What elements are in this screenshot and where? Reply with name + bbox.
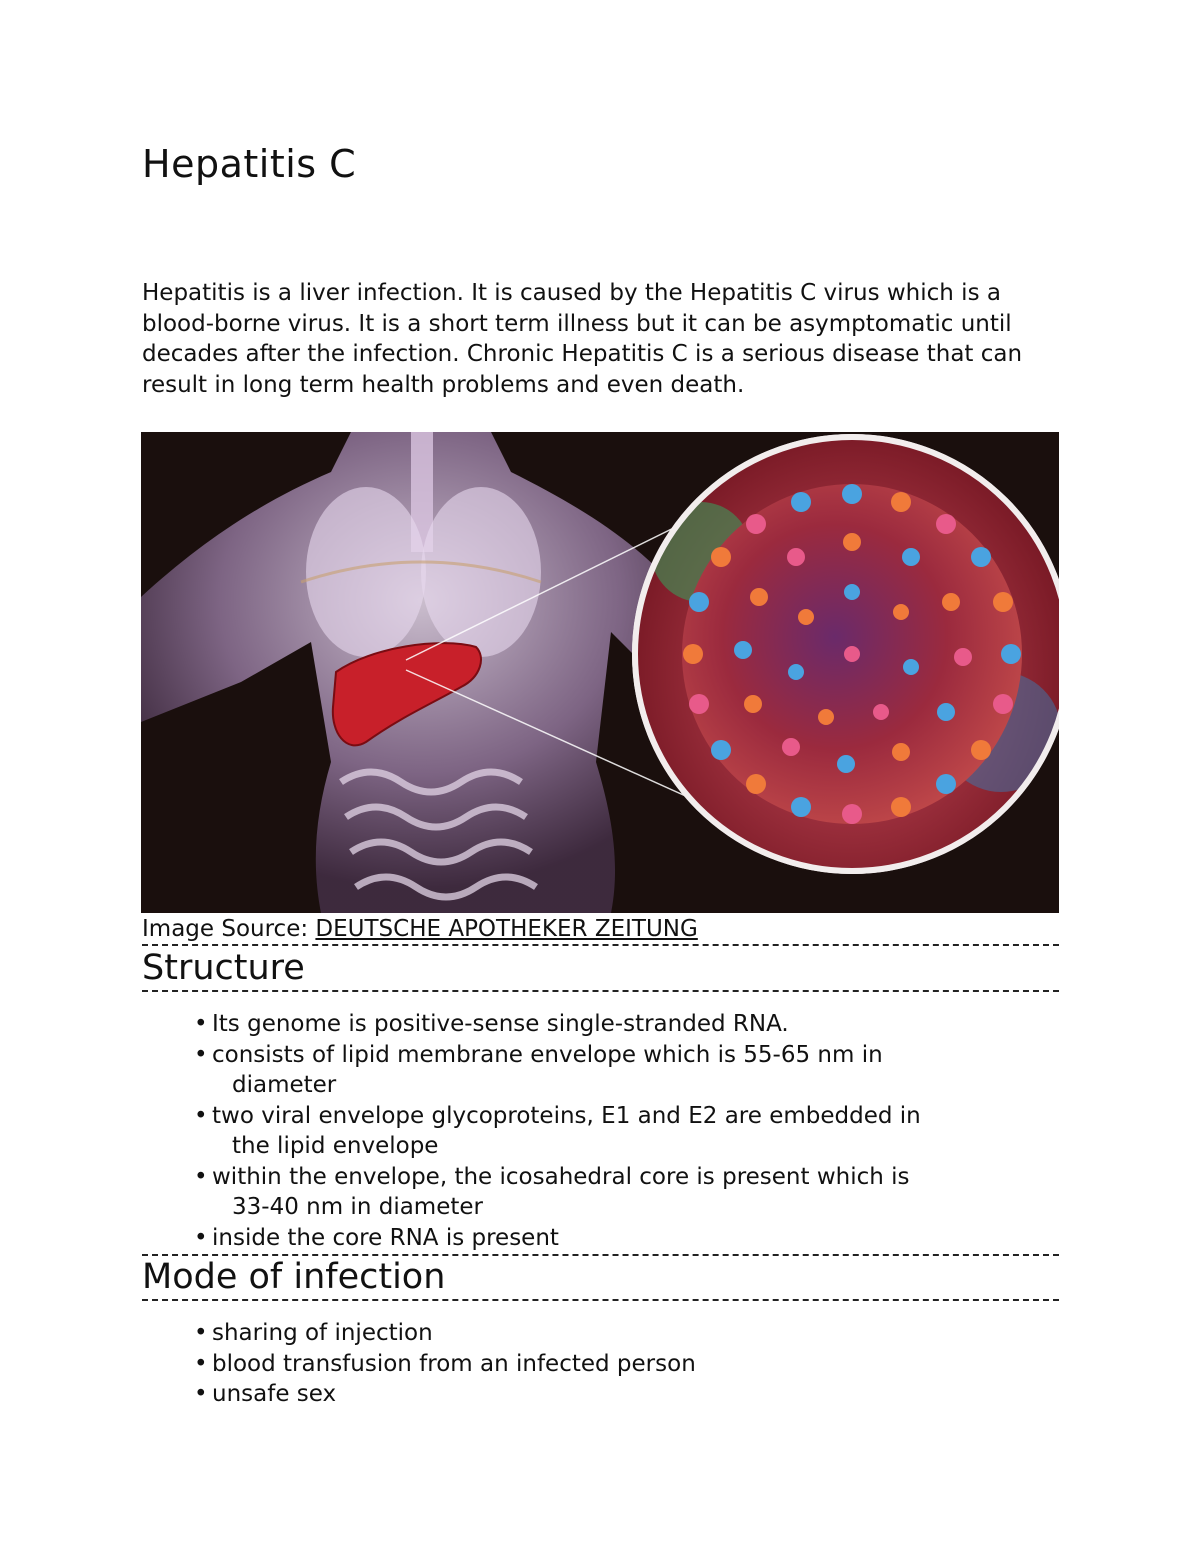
mode-of-infection-list (190, 1318, 1050, 1410)
list-item: • inside the core RNA is present (190, 1223, 1050, 1254)
bullet-icon: • (194, 1381, 208, 1407)
structure-list (190, 1009, 1050, 1253)
divider (142, 944, 1059, 946)
divider (142, 1254, 1059, 1256)
liver-virus-illustration-icon (141, 432, 1059, 913)
list-item: • sharing of injection (190, 1318, 1050, 1349)
section-heading-structure: Structure (142, 948, 305, 988)
list-item: • consists of lipid membrane envelope which is 55-65 nm in diameter (194, 1041, 883, 1098)
list-item: • unsafe sex (190, 1379, 1050, 1410)
image-source-label: Image Source: (142, 916, 316, 942)
image-source-line (142, 914, 1059, 944)
bullet-icon: • (194, 1041, 208, 1068)
divider (142, 990, 1059, 992)
list-item: • two viral envelope glycoproteins, E1 and E2 are embedded in the lipid envelope (194, 1102, 921, 1159)
bullet-icon: • (194, 1320, 208, 1346)
list-item: • blood transfusion from an infected person (190, 1349, 1050, 1380)
bullet-icon: • (194, 1011, 208, 1037)
bullet-icon: • (194, 1224, 208, 1251)
page-title: Hepatitis C (142, 142, 357, 186)
divider (142, 1299, 1059, 1301)
list-item: • within the envelope, the icosahedral core is present which is 33-40 nm in diameter (194, 1163, 910, 1220)
image-source-link[interactable]: DEUTSCHE APOTHEKER ZEITUNG (315, 916, 698, 942)
hepatitis-illustration (141, 432, 1059, 913)
bullet-icon: • (194, 1163, 208, 1190)
list-item: • Its genome is positive-sense single-stranded RNA. (190, 1009, 1050, 1040)
intro-paragraph: Hepatitis is a liver infection. It is caused by the Hepatitis C virus which is a blood-borne virus. It is a short term illness but it can be asymptomatic until decades after the infection. Chronic Hepatitis C is a serious disease that can result in long term health problems and even death. (142, 280, 1023, 398)
bullet-icon: • (194, 1350, 208, 1377)
bullet-icon: • (194, 1102, 208, 1129)
section-heading-mode-of-infection: Mode of infection (142, 1257, 446, 1297)
